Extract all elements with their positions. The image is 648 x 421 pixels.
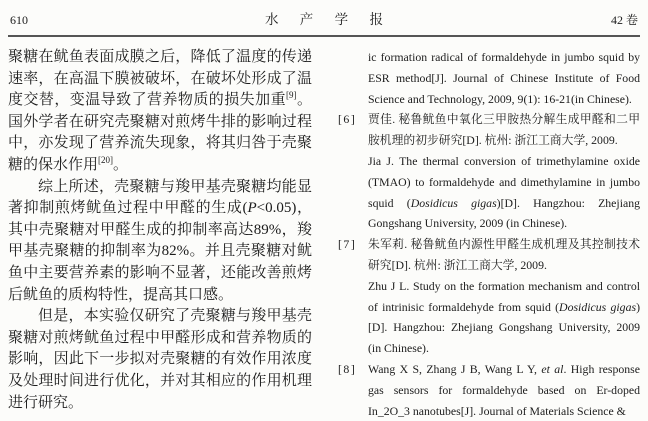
text-segment: Zhu J L. Study on the formation mechanism and control of intrinisic formaldehyde from squid ( <box>368 278 640 314</box>
left-column <box>8 47 312 421</box>
volume-label: 42 卷 <box>610 13 638 27</box>
reference-number: [7] <box>338 237 357 252</box>
citation-superscript: [9] <box>286 90 297 101</box>
text-segment: Jia J. The thermal conversion of trimethylamine oxide (TMAO) to formaldehyde and dimethylamine in jumbo squid ( <box>368 153 640 210</box>
journal-title: 水 产 学 报 <box>264 12 393 27</box>
reference-item <box>338 234 640 276</box>
text-segment: )[D]. Hangzhou: Zhejiang Gongshang University, 2009 (in Chinese). <box>368 299 641 356</box>
text-segment: 朱军莉. 秘鲁鱿鱼内源性甲醛生成机理及其控制技术研究[D]. 杭州: 浙江工商大学, 2009. <box>368 237 640 272</box>
paragraph <box>8 306 312 414</box>
text-segment: ic formation radical of formaldehyde in jumbo squid by ESR method[J]. Journal of Chinese Institute of Food Science and Technology, 2009, 9(1): 16-21(in Chinese). <box>368 50 640 106</box>
page-header <box>8 5 640 37</box>
reference-item <box>338 47 640 109</box>
text-segment: 。 <box>113 156 129 173</box>
reference-number: [8] <box>338 361 357 376</box>
text-segment: Dosidicus gigas <box>410 195 497 210</box>
reference-item <box>338 151 640 234</box>
paragraph <box>8 47 312 177</box>
text-segment: 贾佳. 秘鲁鱿鱼中氧化三甲胺热分解生成甲醛和二甲胺机理的初步研究[D]. 杭州: 浙江工商大学, 2009. <box>368 112 640 148</box>
reference-item <box>338 359 640 421</box>
page-number: 610 <box>10 13 28 27</box>
text-segment: Dosidicus gigas <box>559 299 637 314</box>
text-segment: 但是，本实验仅研究了壳聚糖与羧甲基壳聚糖对煎烤鱿鱼过程中甲醛形成和营养物质的影响，因此下一步拟对壳聚糖的有效作用浓度及处理时间进行优化，并对其相应的作用机理进行研究。 <box>8 308 312 411</box>
text-segment: Wang X S, Zhang J B, Wang L Y, <box>368 361 542 376</box>
text-segment: et al <box>541 361 564 376</box>
text-segment: 聚糖在鱿鱼表面成膜之后，降低了温度的传递速率，在高温下膜被破坏，在破坏处形成了温度交替，变温导致了营养物质的损失加重 <box>8 49 312 109</box>
paragraph <box>8 177 312 307</box>
text-segment: 综上所述，壳聚糖与羧甲基壳聚糖均能显著抑制煎烤鱿鱼过程中甲醛的生成( <box>8 178 312 217</box>
text-segment: )[D]. Hangzhou: Zhejiang Gongshang University, 2009 (in Chinese). <box>368 195 640 231</box>
text-segment: . High response gas sensors for formaldehyde based on Er-doped In_2O_3 nanotubes[J]. Journal of Materials Science & <box>368 361 640 418</box>
reference-number: [6] <box>338 112 357 127</box>
reference-item <box>338 276 640 359</box>
text-segment: 。国外学者在研究壳聚糖对煎烤牛排的影响过程中，亦发现了营养流失现象，将其归咎于壳聚糖的保水作用 <box>8 92 312 173</box>
reference-item <box>338 109 640 151</box>
text-segment: <0.05)，其中壳聚糖对甲醛生成的抑制率高达89%，羧甲基壳聚糖的抑制率为82%。并且壳聚糖对鱿鱼中主要营养素的影响不显著，还能改善煎烤后鱿鱼的质构特性，提高其口感。 <box>8 200 312 303</box>
citation-superscript: [20] <box>98 154 114 165</box>
right-column <box>338 47 640 421</box>
text-segment: P <box>247 200 257 217</box>
two-column-body <box>8 37 640 421</box>
